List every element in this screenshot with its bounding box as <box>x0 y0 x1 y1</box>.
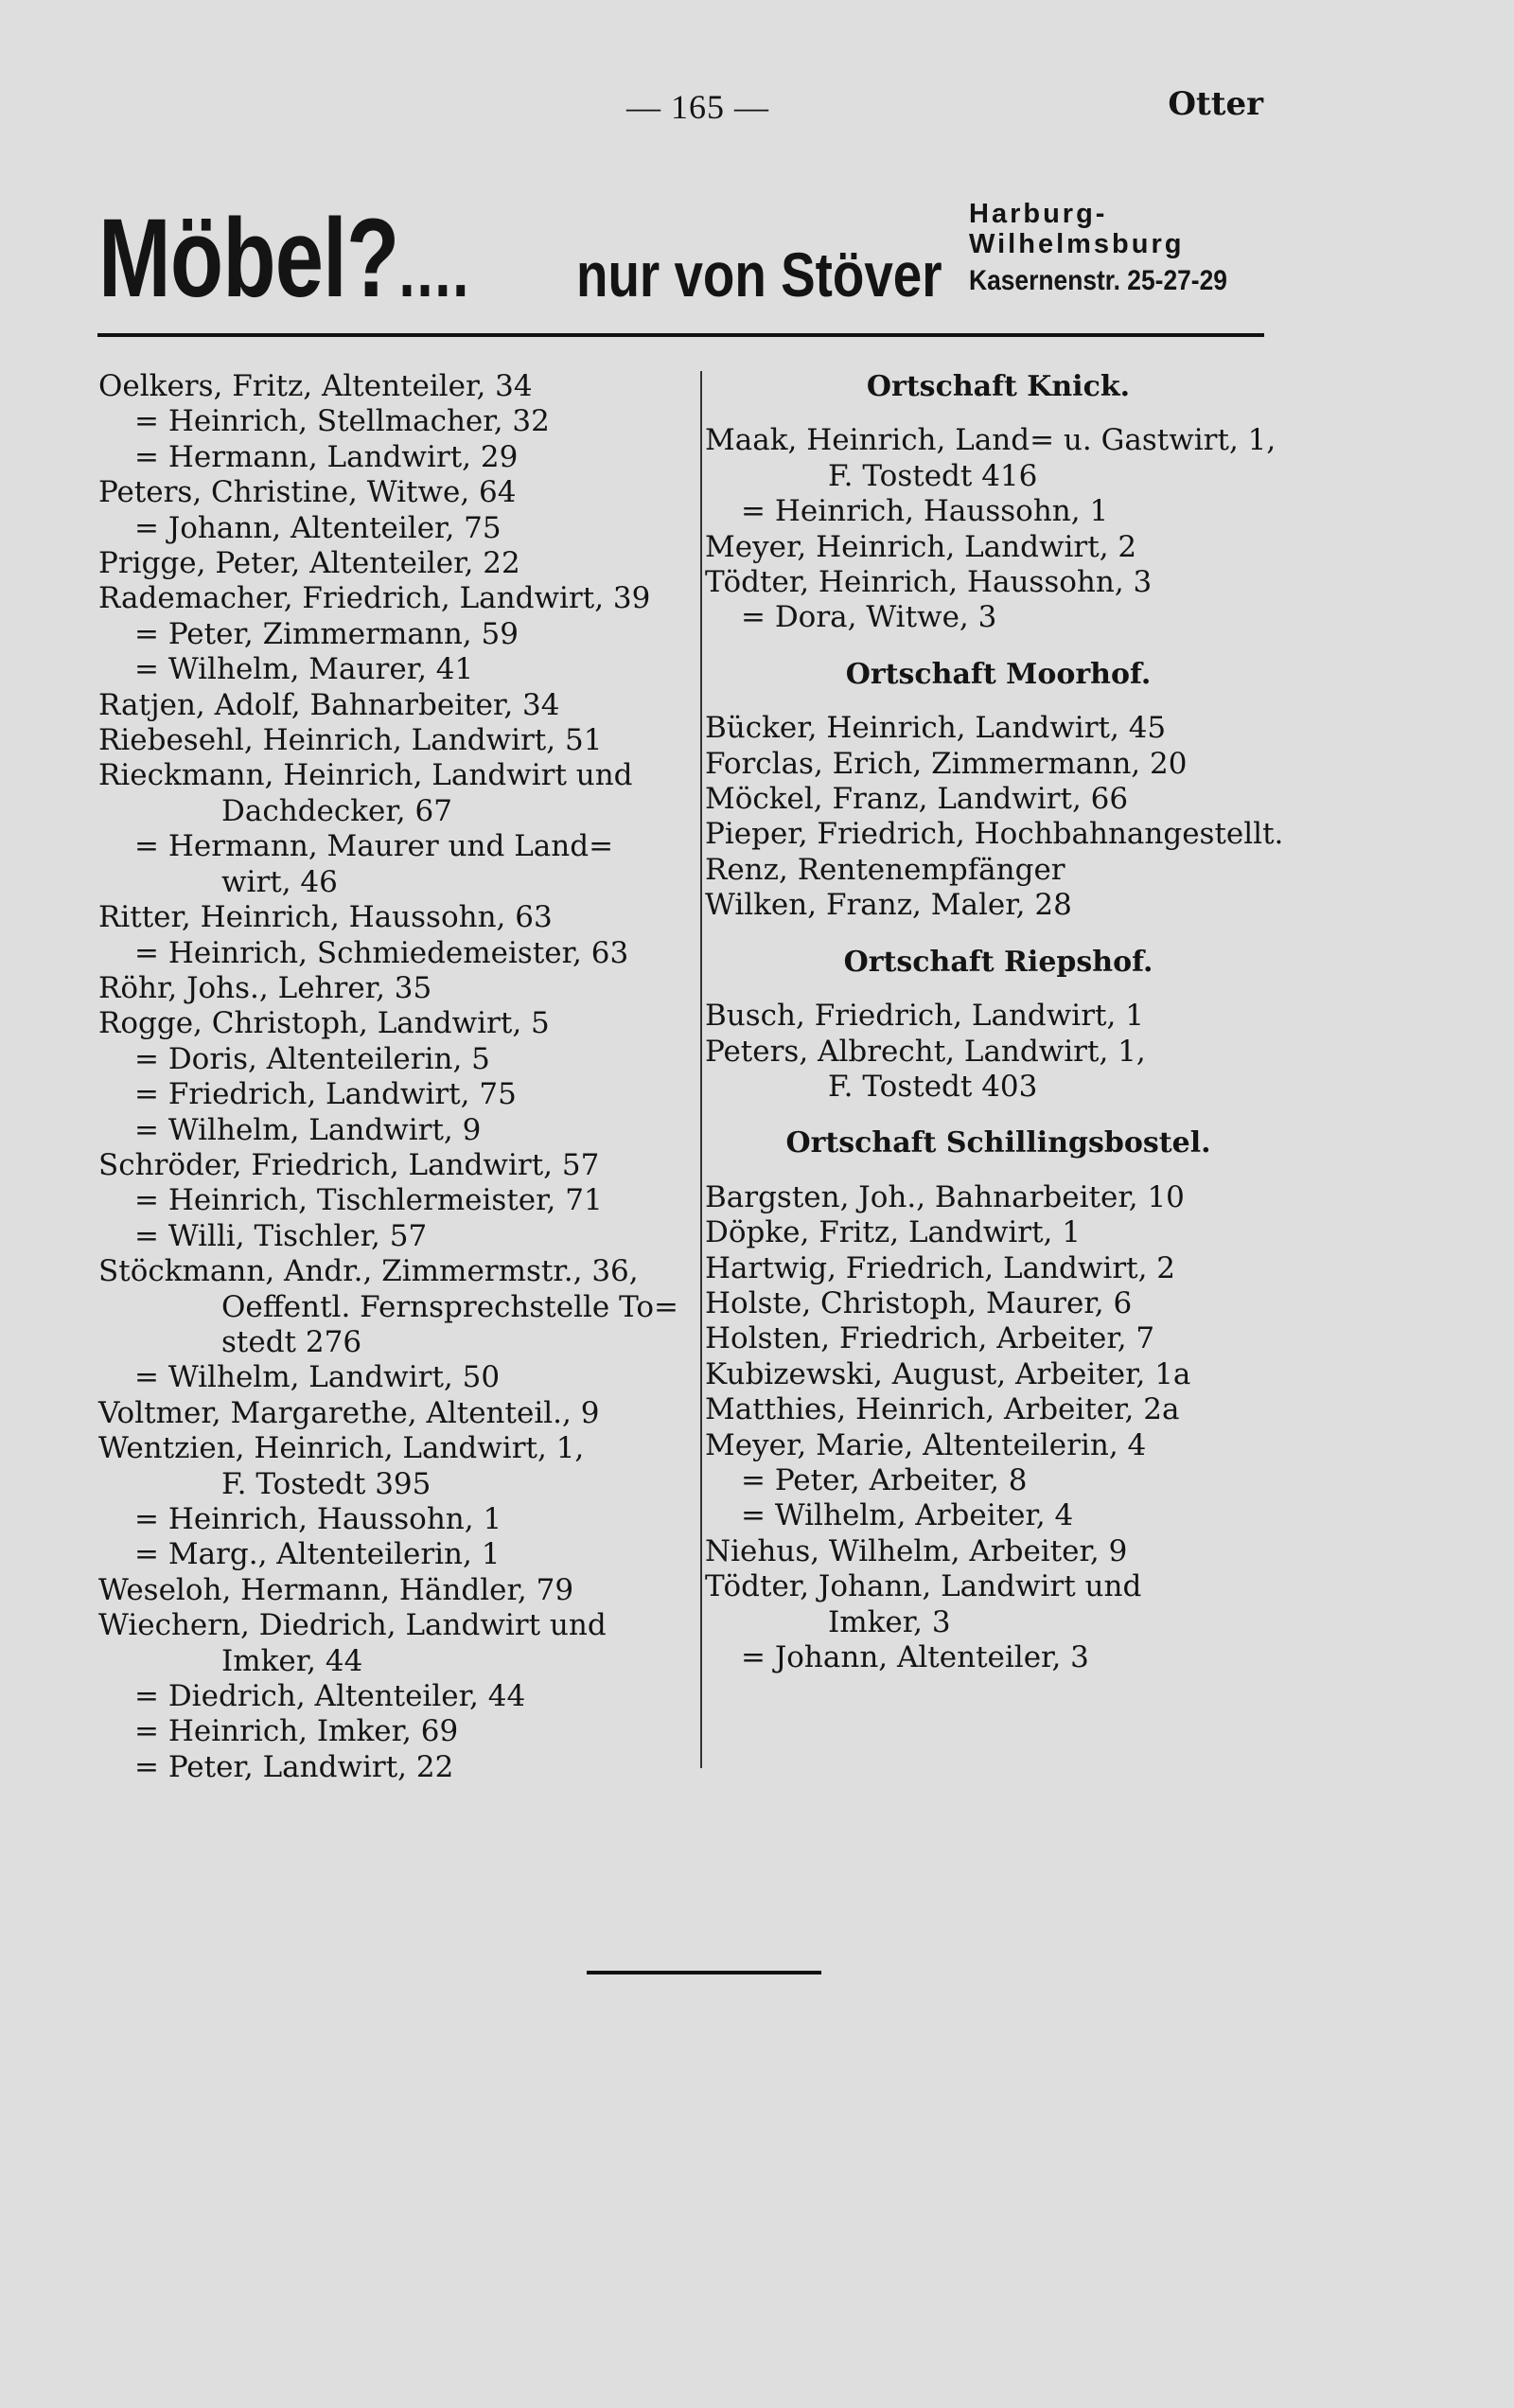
directory-entry: = Peter, Landwirt, 22 <box>134 1749 454 1784</box>
directory-entry: Rogge, Christoph, Landwirt, 5 <box>98 1006 550 1041</box>
directory-entry: Forclas, Erich, Zimmermann, 20 <box>705 746 1188 781</box>
section-heading: Ortschaft Moorhof. <box>845 657 1152 691</box>
directory-entry: Rademacher, Friedrich, Landwirt, 39 <box>98 581 651 616</box>
directory-entry: Meyer, Heinrich, Landwirt, 2 <box>705 529 1137 564</box>
directory-entry-continuation: F. Tostedt 416 <box>828 458 1038 493</box>
directory-entry: = Heinrich, Imker, 69 <box>134 1714 459 1749</box>
directory-entry: Döpke, Fritz, Landwirt, 1 <box>705 1215 1081 1250</box>
directory-entry: = Friedrich, Landwirt, 75 <box>134 1077 517 1112</box>
directory-entry: Niehus, Wilhelm, Arbeiter, 9 <box>705 1533 1128 1568</box>
advert-dots: .... <box>398 228 471 312</box>
directory-entry: Meyer, Marie, Altenteilerin, 4 <box>705 1427 1147 1462</box>
directory-entry: Tödter, Heinrich, Haussohn, 3 <box>705 565 1153 600</box>
directory-entry: = Johann, Altenteiler, 3 <box>741 1640 1089 1674</box>
directory-entry-continuation: F. Tostedt 395 <box>221 1466 431 1501</box>
header-rule <box>97 333 1264 337</box>
directory-entry: Maak, Heinrich, Land= u. Gastwirt, 1, <box>705 423 1276 458</box>
directory-entry: Pieper, Friedrich, Hochbahnangestellt. <box>705 817 1284 852</box>
directory-entry: = Dora, Witwe, 3 <box>741 600 997 635</box>
directory-entry: = Peter, Zimmermann, 59 <box>134 616 519 651</box>
directory-entry: Röhr, Johs., Lehrer, 35 <box>98 970 432 1005</box>
directory-entry-continuation: stedt 276 <box>221 1324 362 1359</box>
directory-entry-continuation: wirt, 46 <box>221 864 338 899</box>
section-heading: Ortschaft Knick. <box>866 370 1131 403</box>
directory-entry-continuation: F. Tostedt 403 <box>828 1069 1038 1104</box>
directory-entry: Matthies, Heinrich, Arbeiter, 2a <box>705 1392 1180 1427</box>
directory-entry: = Wilhelm, Landwirt, 9 <box>134 1112 482 1147</box>
directory-entry: Wentzien, Heinrich, Landwirt, 1, <box>98 1431 585 1466</box>
directory-entry: Peters, Albrecht, Landwirt, 1, <box>705 1034 1146 1069</box>
directory-entry: Busch, Friedrich, Landwirt, 1 <box>705 999 1144 1034</box>
advert-address <box>969 199 1253 297</box>
advert-address-line3: Kasernenstr. 25-27-29 <box>969 265 1227 296</box>
directory-entry: = Hermann, Maurer und Land= <box>134 829 614 864</box>
directory-entry: = Wilhelm, Landwirt, 50 <box>134 1360 501 1395</box>
advert-headline <box>98 197 470 332</box>
place-name: Otter <box>1168 85 1263 123</box>
directory-entry: Bargsten, Joh., Bahnarbeiter, 10 <box>705 1179 1185 1214</box>
advert-main-word: Möbel? <box>98 196 399 321</box>
directory-entry: Bücker, Heinrich, Landwirt, 45 <box>705 711 1167 746</box>
directory-entry: = Heinrich, Haussohn, 1 <box>134 1502 502 1536</box>
directory-entry: = Heinrich, Schmiedemeister, 63 <box>134 935 629 970</box>
directory-entry: Kubizewski, August, Arbeiter, 1a <box>705 1356 1191 1391</box>
directory-entry: Stöckmann, Andr., Zimmermstr., 36, <box>98 1254 639 1289</box>
advert-address-line2: Wilhelmsburg <box>969 229 1185 259</box>
directory-entry: Schröder, Friedrich, Landwirt, 57 <box>98 1147 600 1182</box>
directory-entry: Wiechern, Diedrich, Landwirt und <box>98 1608 607 1643</box>
page-number: — 165 — <box>626 88 769 126</box>
column-divider <box>700 371 702 1768</box>
directory-entry-continuation: Imker, 3 <box>828 1604 951 1639</box>
directory-entry: Oelkers, Fritz, Altenteiler, 34 <box>98 369 533 403</box>
page-header <box>95 87 1263 125</box>
directory-entry: = Peter, Arbeiter, 8 <box>741 1462 1028 1497</box>
directory-entry: Holste, Christoph, Maurer, 6 <box>705 1285 1133 1320</box>
directory-entry: Holsten, Friedrich, Arbeiter, 7 <box>705 1321 1155 1356</box>
left-column <box>98 369 685 1785</box>
section-heading: Ortschaft Riepshof. <box>843 945 1153 979</box>
directory-entry: = Marg., Altenteilerin, 1 <box>134 1537 501 1572</box>
directory-entry-continuation: Imker, 44 <box>221 1643 363 1678</box>
directory-entry: Tödter, Johann, Landwirt und <box>705 1569 1142 1604</box>
directory-entry: = Heinrich, Stellmacher, 32 <box>134 404 550 439</box>
directory-entry: Peters, Christine, Witwe, 64 <box>98 475 517 510</box>
directory-entry: Möckel, Franz, Landwirt, 66 <box>705 782 1129 817</box>
directory-entry: = Doris, Altenteilerin, 5 <box>134 1041 490 1076</box>
directory-entry: = Wilhelm, Arbeiter, 4 <box>741 1498 1074 1533</box>
right-column <box>705 369 1292 1675</box>
directory-entry: Renz, Rentenempfänger <box>705 852 1065 887</box>
directory-entry: Prigge, Peter, Altenteiler, 22 <box>98 546 520 581</box>
furniture-advert <box>98 189 1264 331</box>
directory-entry: Ritter, Heinrich, Haussohn, 63 <box>98 900 553 935</box>
directory-entry: = Johann, Altenteiler, 75 <box>134 510 502 545</box>
directory-entry: Rieckmann, Heinrich, Landwirt und <box>98 758 633 793</box>
directory-entry: Wilken, Franz, Maler, 28 <box>705 888 1072 923</box>
directory-entry: = Wilhelm, Maurer, 41 <box>134 652 474 687</box>
directory-entry: Weseloh, Hermann, Händler, 79 <box>98 1572 574 1607</box>
directory-entry: = Diedrich, Altenteiler, 44 <box>134 1679 526 1714</box>
directory-entry: Hartwig, Friedrich, Landwirt, 2 <box>705 1250 1176 1285</box>
footer-rule <box>587 1971 821 1974</box>
directory-entry-continuation: Oeffentl. Fernsprechstelle To= <box>221 1289 679 1324</box>
directory-entry: = Willi, Tischler, 57 <box>134 1218 428 1253</box>
directory-entry: Riebesehl, Heinrich, Landwirt, 51 <box>98 723 603 758</box>
directory-entry: Ratjen, Adolf, Bahnarbeiter, 34 <box>98 687 560 722</box>
directory-entry-continuation: Dachdecker, 67 <box>221 793 452 828</box>
directory-entry: = Heinrich, Haussohn, 1 <box>741 494 1109 529</box>
directory-entry: Voltmer, Margarethe, Altenteil., 9 <box>98 1395 600 1430</box>
advert-address-line1: Harburg- <box>969 199 1108 229</box>
directory-entry: = Heinrich, Tischlermeister, 71 <box>134 1183 603 1218</box>
advert-slogan: nur von Stöver <box>576 239 942 310</box>
directory-entry: = Hermann, Landwirt, 29 <box>134 439 519 474</box>
section-heading: Ortschaft Schillingsbostel. <box>785 1126 1211 1160</box>
